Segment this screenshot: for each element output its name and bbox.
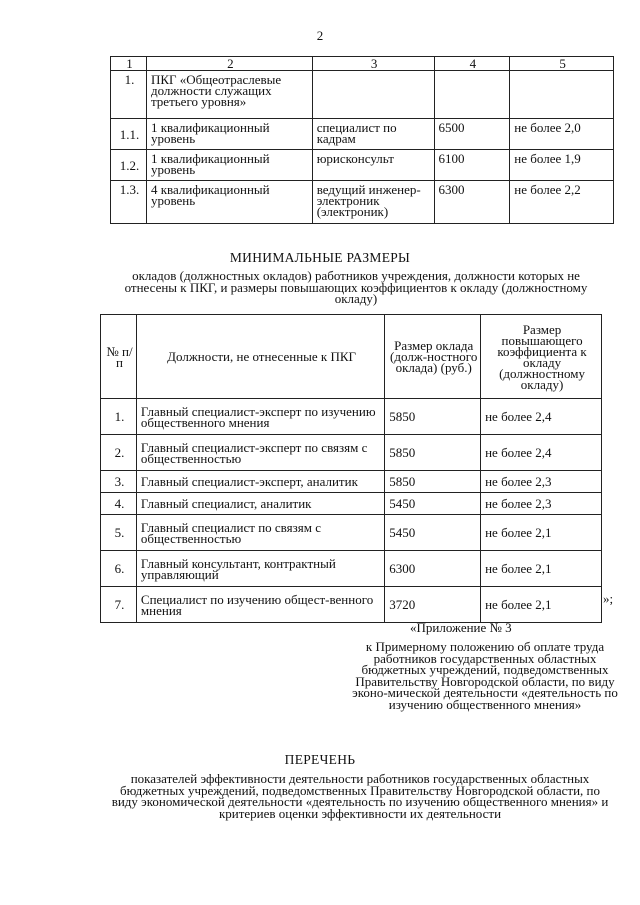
header-cell: 3 [312, 57, 434, 71]
salary: 5450 [385, 515, 481, 551]
table-header-row [101, 315, 602, 399]
position: Главный специалист-эксперт по связям с общественностью [136, 435, 384, 471]
qualification-level: 1 квалификационный уровень [146, 119, 312, 150]
row-number: 1.2. [111, 150, 147, 181]
coefficient: не более 2,2 [510, 181, 614, 224]
pkg-table [110, 56, 614, 224]
qualification-level: 1 квалификационный уровень [146, 150, 312, 181]
table-row [101, 587, 602, 623]
salary: 5850 [385, 471, 481, 493]
header-cell: 5 [510, 57, 614, 71]
salary: 5450 [385, 493, 481, 515]
salary: 6300 [434, 181, 510, 224]
closing-quote: »; [603, 591, 614, 606]
page-number: 2 [316, 28, 324, 43]
table-row [111, 119, 614, 150]
row-number: 1. [111, 71, 147, 119]
row-number: 3. [101, 471, 137, 493]
table-row [101, 493, 602, 515]
coefficient: не более 2,0 [510, 119, 614, 150]
position: ведущий инженер-электроник (электроник) [312, 181, 434, 224]
salary: 6500 [434, 119, 510, 150]
position: Главный специалист-эксперт, аналитик [136, 471, 384, 493]
position: Главный специалист-эксперт по изучению общественного мнения [136, 399, 384, 435]
position: Главный специалист, аналитик [136, 493, 384, 515]
qualification-level: 4 квалификационный уровень [146, 181, 312, 224]
coefficient: не более 1,9 [510, 150, 614, 181]
coefficient: не более 2,3 [481, 471, 602, 493]
coefficient: не более 2,1 [481, 551, 602, 587]
row-number: 1.3. [111, 181, 147, 224]
section-title: МИНИМАЛЬНЫЕ РАЗМЕРЫ [229, 250, 411, 265]
row-number: 1.1. [111, 119, 147, 150]
section-title: ПЕРЕЧЕНЬ [284, 752, 356, 767]
row-number: 6. [101, 551, 137, 587]
table-row [101, 471, 602, 493]
position: Главный специалист по связям с общественностью [136, 515, 384, 551]
group-name: ПКГ «Общеотраслевые должности служащих третьего уровня» [146, 71, 312, 119]
salary [434, 71, 510, 119]
position: Главный консультант, контрактный управляющий [136, 551, 384, 587]
table-row [111, 150, 614, 181]
salary: 5850 [385, 435, 481, 471]
salary: 5850 [385, 399, 481, 435]
position: специалист по кадрам [312, 119, 434, 150]
position: Специалист по изучению общест-венного мнения [136, 587, 384, 623]
appendix-title: «Приложение № 3 [410, 620, 512, 635]
row-number: 5. [101, 515, 137, 551]
coefficient: не более 2,3 [481, 493, 602, 515]
table-row [111, 71, 614, 119]
row-number: 1. [101, 399, 137, 435]
row-number: 7. [101, 587, 137, 623]
row-number: 2. [101, 435, 137, 471]
salary: 3720 [385, 587, 481, 623]
non-pkg-table [100, 314, 602, 623]
position [312, 71, 434, 119]
table-row [101, 515, 602, 551]
coefficient: не более 2,4 [481, 399, 602, 435]
table-row [111, 181, 614, 224]
coefficient [510, 71, 614, 119]
table-row [101, 399, 602, 435]
salary: 6300 [385, 551, 481, 587]
coefficient: не более 2,1 [481, 587, 602, 623]
section-subtitle: окладов (должностных окладов) работников учреждения, должности которых не отнесены к ПКГ, и размеры повышающих коэффициентов к окладу (должностному окладу) [124, 268, 588, 306]
section-text: показателей эффективности деятельности работников государственных областных бюджетных учреждений, подведомственных Правительству Новгородской области, по виду экономической деятельности «деятельность по изучению общественного мнения» и критериев оценки эффективности их деятельности [111, 771, 609, 821]
salary: 6100 [434, 150, 510, 181]
table-header-row [111, 57, 614, 71]
header-cell: Должности, не отнесенные к ПКГ [136, 315, 384, 399]
header-cell: 4 [434, 57, 510, 71]
header-cell: № п/п [101, 315, 137, 399]
table-row [101, 435, 602, 471]
position: юрисконсульт [312, 150, 434, 181]
header-cell: Размер повышающего коэффициента к окладу (должностному окладу) [481, 315, 602, 399]
header-cell: 1 [111, 57, 147, 71]
coefficient: не более 2,1 [481, 515, 602, 551]
coefficient: не более 2,4 [481, 435, 602, 471]
table-row [101, 551, 602, 587]
header-cell: 2 [146, 57, 312, 71]
header-cell: Размер оклада (долж-ностного оклада) (руб.) [385, 315, 481, 399]
row-number: 4. [101, 493, 137, 515]
appendix-text: к Примерному положению об оплате труда работников государственных областных бюджетных учреждений, подведомственных Правительству Новгородской области, по виду эконо-мической деятельности «деятельность по изучению общественного мнения» [352, 639, 618, 712]
